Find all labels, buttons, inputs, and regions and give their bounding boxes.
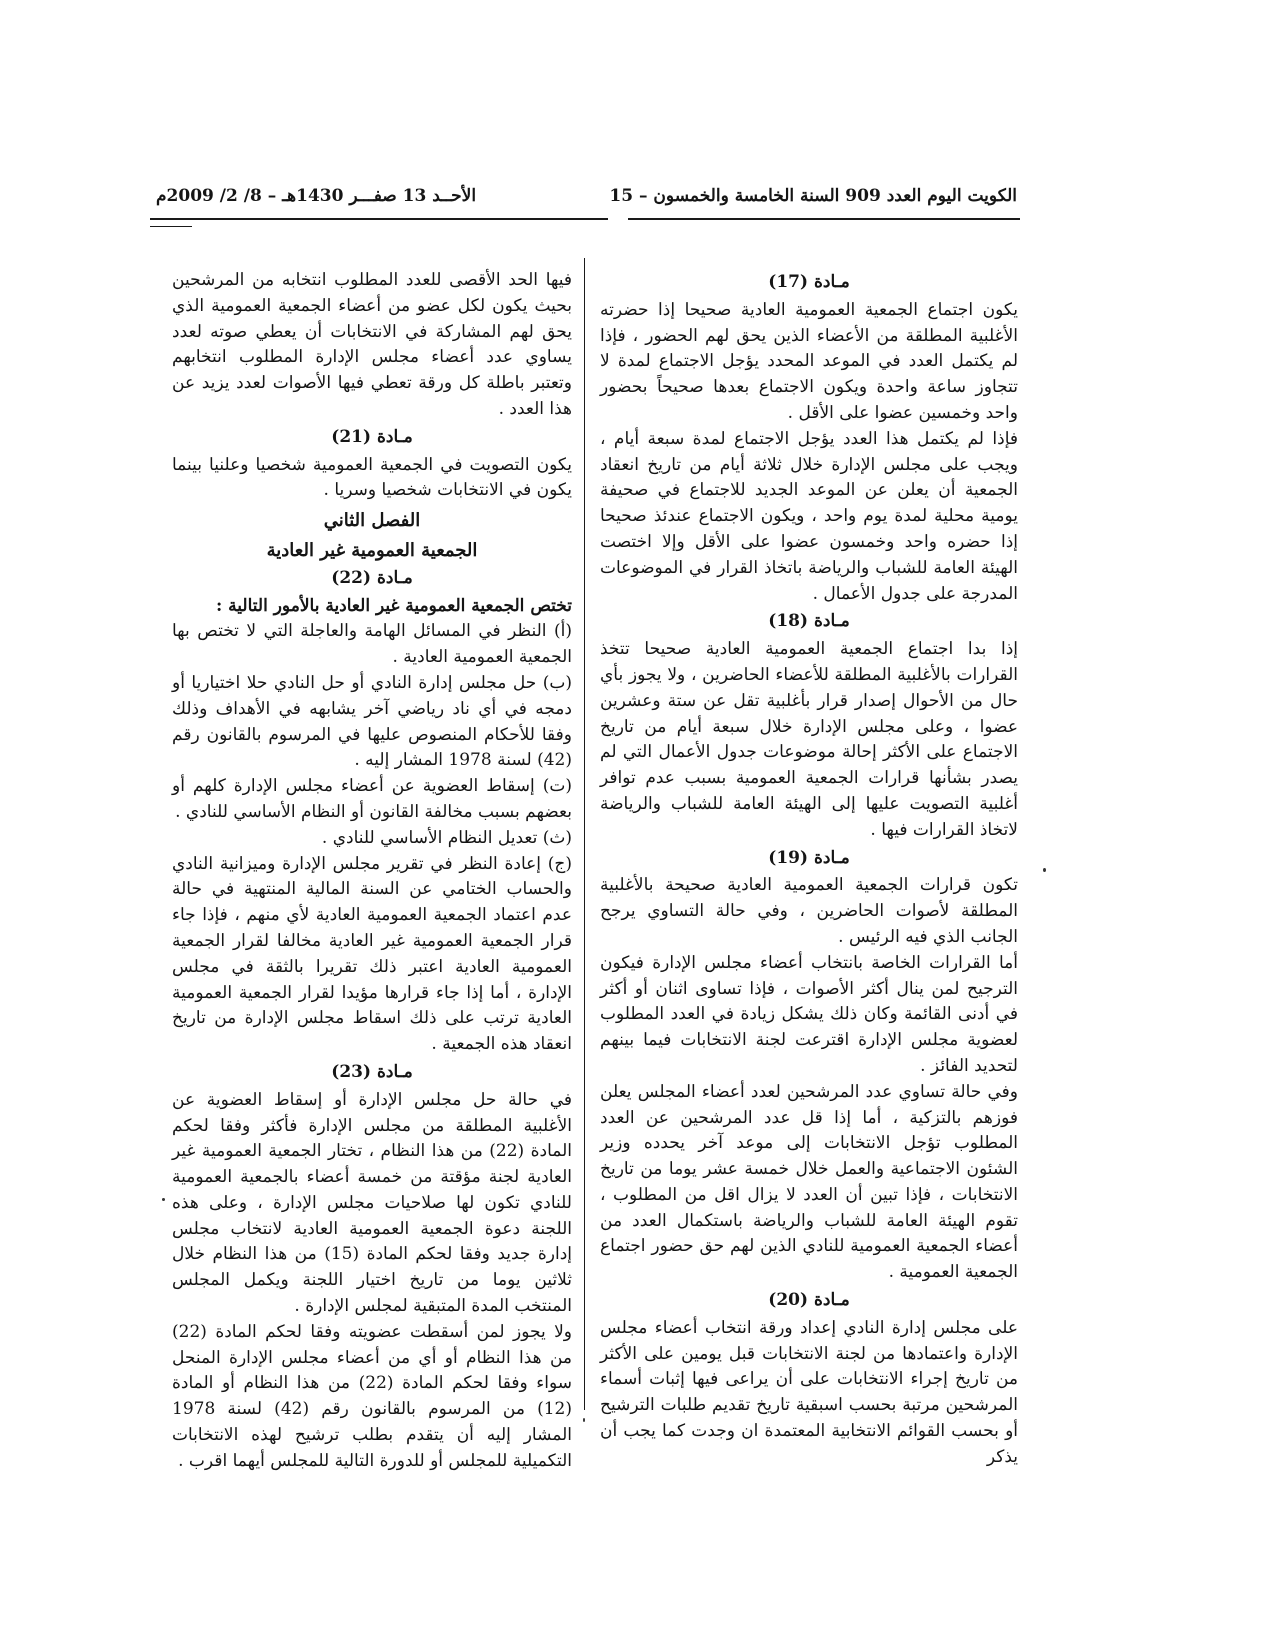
article-20-paragraph-1: على مجلس إدارة النادي إعداد ورقة انتخاب أعضاء مجلس الإدارة واعتمادها من لجنة الانتخابات قبل يومين على الأكثر من تاريخ إجراء الانتخابات على أن يراعى فيها إثبات أسماء المرشحين مرتبة بحسب اسبقية تاريخ تقديم طلبات الترشيح أو بحسب القوائم الانتخابية المعتمدة ان وجدت كما يجب أن يذكر	[600, 1317, 1018, 1467]
left-column	[172, 268, 572, 1475]
article-22-item-d: (ث) تعديل النظام الأساسي للنادي .	[321, 827, 572, 848]
article-22-item-c: (ت) إسقاط العضوية عن أعضاء مجلس الإدارة كلهم أو بعضهم بسبب مخالفة القانون أو النظام الأساسي للنادي .	[172, 776, 572, 822]
header-rule-right	[628, 218, 1020, 220]
chapter-subtitle: الجمعية العمومية غير العادية	[266, 539, 478, 561]
header-rule-short	[150, 226, 192, 227]
article-20-continuation: فيها الحد الأقصى للعدد المطلوب انتخابه من المرشحين بحيث يكون لكل عضو من أعضاء الجمعية العمومية الذي يحق لهم المشاركة في الانتخابات أن يعطي صوته لعدد يساوي عدد أعضاء مجلس الإدارة المطلوب انتخابهم وتعتبر باطلة كل ورقة تعطي فيها الأصوات لعدد يزيد عن هذا العدد .	[172, 270, 572, 419]
article-23-title: مـادة (23)	[331, 1061, 413, 1082]
article-19-paragraph-3: وفي حالة تساوي عدد المرشحين لعدد أعضاء المجلس يعلن فوزهم بالتزكية ، أما إذا قل عدد المرشحين عن العدد المطلوب تؤجل الانتخابات إلى موعد آخر يحدده وزير الشئون الاجتماعية والعمل خلال خمسة عشر يوما من تاريخ الانتخابات ، فإذا تبين أن العدد لا يزال اقل من المطلوب ، تقوم الهيئة العامة للشباب والرياضة باستكمال العدد من أعضاء الجمعية العمومية للنادي الذين لهم حق حضور اجتماع الجمعية العمومية .	[600, 1081, 1018, 1283]
article-21-title: مـادة (21)	[331, 426, 413, 447]
scan-speck	[1043, 868, 1046, 872]
article-18-title: مـادة (18)	[768, 611, 850, 632]
right-column	[600, 268, 1018, 1471]
column-divider	[584, 258, 585, 1410]
article-18-paragraph-1: إذا بدا اجتماع الجمعية العمومية العادية صحيحا تتخذ القرارات بالأغلبية المطلقة للأعضاء الحاضرين ، ولا يجوز بأي حال من الأحوال إصدار قرار بأغلبية تقل عن ستة وعشرين عضوا ، وعلى مجلس الإدارة خلال سبعة أيام من تاريخ الاجتماع على الأكثر إحالة موضوعات جدول الأعمال التي لم يصدر بشأنها قرارات الجمعية العمومية بسبب عدم توافر أغلبية التصويت عليها إلى الهيئة العامة للشباب والرياضة لاتخاذ القرارات فيها .	[600, 639, 1018, 840]
article-19-paragraph-1: تكون قرارات الجمعية العمومية العادية صحيحة بالأغلبية المطلقة لأصوات الحاضرين ، وفي حالة التساوي يرجح الجانب الذي فيه الرئيس .	[600, 875, 1018, 947]
header-date: الأحــد 13 صفـــر 1430هـ – 8/ 2/ 2009م	[156, 186, 477, 206]
article-23-paragraph-2: ولا يجوز لمن أسقطت عضويته وفقا لحكم المادة (22) من هذا النظام أو أي من أعضاء مجلس الإدارة المنحل سواء وفقا لحكم المادة (22) من هذا النظام أو المادة (12) من المرسوم بالقانون رقم (42) لسنة 1978 المشار إليه أن يتقدم بطلب ترشيح لهذه الانتخابات التكميلية للمجلس أو للدورة التالية للمجلس أيهما اقرب .	[172, 1321, 573, 1471]
scan-speck	[583, 1418, 585, 1422]
article-19-title: مـادة (19)	[768, 847, 850, 868]
article-21-paragraph-1: يكون التصويت في الجمعية العمومية شخصيا وعلنيا بينما يكون في الانتخابات شخصيا وسريا .	[172, 454, 572, 501]
article-23-paragraph-1: في حالة حل مجلس الإدارة أو إسقاط العضوية عن الأغلبية المطلقة من مجلس الإدارة فأكثر وفقا لحكم المادة (22) من هذا النظام ، تختار الجمعية العمومية غير العادية لجنة مؤقتة من خمسة أعضاء بالجمعية العمومية للنادي تكون لها صلاحيات مجلس الإدارة ، وعلى هذه اللجنة دعوة الجمعية العمومية العادية لانتخاب مجلس إدارة جديد وفقا لحكم المادة (15) من هذا النظام خلال ثلاثين يوما من تاريخ اختيار اللجنة ويكمل المجلس المنتخب المدة المتبقية لمجلس الإدارة .	[172, 1089, 573, 1317]
header-issue-info: الكويت اليوم العدد 909 السنة الخامسة والخمسون – 15	[609, 186, 1017, 206]
chapter-title: الفصل الثاني	[323, 510, 421, 532]
article-17-title: مـادة (17)	[768, 272, 850, 292]
article-20-title: مـادة (20)	[768, 1290, 850, 1311]
article-19-paragraph-2: أما القرارات الخاصة بانتخاب أعضاء مجلس الإدارة فيكون الترجيح لمن ينال أكثر الأصوات ، فإذا تساوى اثنان أو أكثر في أدنى القائمة وكان ذلك يشكل زيادة في العدد المطلوب لعضوية مجلس الإدارة اقترعت لجنة الانتخابات فيما بينهم لتحديد الفائز .	[600, 952, 1019, 1076]
article-22-item-e: (ج) إعادة النظر في تقرير مجلس الإدارة وميزانية النادي والحساب الختامي عن السنة المالية المنتهية في حالة عدم اعتماد الجمعية العمومية العادية لأي منهم ، فإذا جاء قرار الجمعية العمومية غير العادية مخالفا لقرار الجمعية العمومية العادية اعتبر ذلك تقريرا بالثقة في مجلس الإدارة ، أما إذا جاء قرارها مؤيدا لقرار الجمعية العمومية العادية ترتب على ذلك اسقاط مجلس الإدارة من تاريخ انعقاد هذه الجمعية .	[172, 853, 572, 1055]
header-rule-left	[150, 218, 608, 220]
article-17-paragraph-2: فإذا لم يكتمل هذا العدد يؤجل الاجتماع لمدة سبعة أيام ، ويجب على مجلس الإدارة خلال ثلاثة أيام من تاريخ انعقاد الجمعية أن يعلن عن الموعد الجديد للاجتماع في صحيفة يومية محلية لمدة يوم واحد ، ويكون الاجتماع عندئذ صحيحا إذا حضره واحد وخمسون عضوا على الأقل وإلا اختصت الهيئة العامة للشباب والرياضة باتخاذ القرار في الموضوعات المدرجة على جدول الأعمال .	[600, 428, 1018, 604]
scan-speck	[162, 1198, 165, 1201]
article-22-intro: تختص الجمعية العمومية غير العادية بالأمور التالية :	[215, 595, 572, 616]
article-22-item-a: (أ) النظر في المسائل الهامة والعاجلة التي لا تختص بها الجمعية العمومية العادية .	[172, 621, 572, 668]
article-22-title: مـادة (22)	[331, 567, 413, 588]
article-22-item-b: (ب) حل مجلس إدارة النادي أو حل النادي حلا اختياريا أو دمجه في أي ناد رياضي آخر يشابهه في الأهداف وذلك وفقا للأحكام المنصوص عليها في المرسوم بالقانون رقم (42) لسنة 1978 المشار إليه .	[172, 672, 572, 771]
article-17-paragraph-1: يكون اجتماع الجمعية العمومية العادية صحيحا إذا حضرته الأغلبية المطلقة من الأعضاء الذين يحق لهم الحضور ، فإذا لم يكتمل العدد في الموعد المحدد يؤجل الاجتماع لمدة لا تتجاوز ساعة واحدة ويكون الاجتماع بعدها صحيحاً بحضور واحد وخمسين عضوا على الأقل .	[600, 299, 1018, 423]
